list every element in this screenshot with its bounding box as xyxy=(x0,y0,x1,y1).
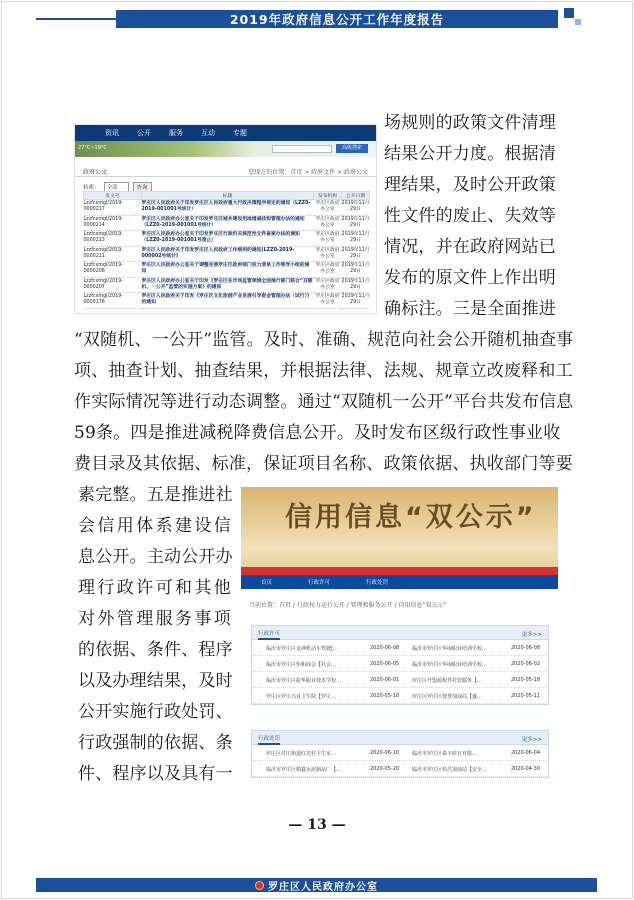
entry-date: 2020-06-10 xyxy=(370,750,400,756)
cell-no: Lzzfcxmgl/2019-0000214 xyxy=(84,215,142,231)
list-item xyxy=(252,761,548,777)
cell-title[interactable]: 罗庄区人民政府办公室关于调整完善罗庄区政府部门权力清单工作领导小组的通知 xyxy=(142,262,314,278)
cell-no: Lzzfcxmgl/2019-0000176 xyxy=(84,293,142,309)
nav-item[interactable]: 互动 xyxy=(201,129,215,137)
entry-title[interactable]: 罗庄区付庄街道红光村卫生室… xyxy=(266,751,337,757)
text-line: 理行政许可和其他 xyxy=(78,578,231,598)
entry-title[interactable]: 罗庄区罗庄区智慧加油局【盛… xyxy=(412,694,483,700)
breadcrumb: 您现在的位置：首页 > 政府文件 > 政府公文 xyxy=(248,169,368,176)
cell-date: 2019年11月29日 xyxy=(342,215,370,231)
credit-banner xyxy=(241,487,558,567)
section-tabbar xyxy=(75,165,376,177)
table-row[interactable] xyxy=(84,277,370,293)
text-line: 费目录及其依据、标准，保证项目名称、政策依据、执收部门等要 xyxy=(74,454,573,474)
emblem-icon xyxy=(255,881,264,890)
list-item xyxy=(252,640,548,656)
penalty-box xyxy=(251,730,549,778)
list-item xyxy=(252,745,548,761)
cell-title[interactable]: 罗庄区人民政府关于印发《罗庄区文化旅游产业发展引导资金管理办法（试行）》的通知 xyxy=(142,293,314,309)
nav-item-license[interactable]: 行政许可 xyxy=(308,580,331,586)
footer-org: 罗庄区人民政府办公室 xyxy=(268,881,378,893)
text-line: 结果公开力度。根据清 xyxy=(384,144,556,164)
text-line: “双随机、一公开”监管。及时、准确、规范向社会公开随机抽查事 xyxy=(74,330,574,350)
nav-item-home[interactable]: 首页 xyxy=(261,580,273,586)
text-left-column xyxy=(78,480,231,790)
footer-band xyxy=(36,878,597,892)
col-header: 发布机构 xyxy=(314,192,342,200)
text-line: 的依据、条件、程序 xyxy=(78,640,233,660)
entry-date: 2020-06-05 xyxy=(370,661,400,667)
list-item xyxy=(252,656,548,672)
document-table xyxy=(83,191,370,309)
cell-title[interactable]: 罗庄区人民政府关于印发罗庄区人民政府重大行政决策程序规定的通知（LZZ0-2019-001001号统计） xyxy=(142,200,314,216)
tab-government-documents[interactable]: 政府公文 xyxy=(83,169,108,176)
nav-item[interactable]: 专题 xyxy=(233,129,247,137)
license-box-label: 行政许可 xyxy=(258,629,280,640)
advanced-search-button[interactable]: 高级搜索 xyxy=(336,144,368,153)
text-line: 公开实施行政处罚、 xyxy=(78,702,233,722)
query-button[interactable]: 查询 xyxy=(133,182,152,192)
text-line: 素完整。五是推进社 xyxy=(78,485,233,505)
entry-date: 2020-05-18 xyxy=(510,677,540,683)
table-row[interactable] xyxy=(84,293,370,309)
table-row[interactable] xyxy=(84,215,370,231)
cell-org: 罗庄区政府办公室 xyxy=(314,200,342,216)
cell-date: 2019年11月29日 xyxy=(342,293,370,309)
entry-date: 2020-06-08 xyxy=(370,645,400,651)
col-header: 公开日期 xyxy=(342,192,370,200)
text-line: 行政强制的依据、条 xyxy=(78,733,233,753)
entry-date: 2020-06-08 xyxy=(510,645,540,651)
cell-date: 2019年11月29日 xyxy=(342,246,370,262)
text-line: 理结果，及时公开政策 xyxy=(384,175,556,195)
entry-date: 2020-06-01 xyxy=(370,677,400,683)
list-item xyxy=(252,672,548,688)
nav-item-penalty[interactable]: 行政处罚 xyxy=(366,580,389,586)
search-input[interactable] xyxy=(272,145,332,153)
text-full-width xyxy=(74,325,574,480)
entry-title[interactable]: 罗庄区罗庄兴业卫生院【罗庄… xyxy=(266,694,337,700)
site-banner xyxy=(75,141,376,157)
nav-item[interactable]: 资讯 xyxy=(105,129,119,137)
cell-no: Lzzfcxmgl/2019-0000211 xyxy=(84,246,142,262)
cell-org: 罗庄区政府办公室 xyxy=(314,231,342,247)
text-line: 59条。四是推进减税降费信息公开。及时发布区级行政性事业收 xyxy=(74,423,561,443)
cell-date: 2019年11月29日 xyxy=(342,200,370,216)
col-header: 发文号 xyxy=(84,192,142,200)
cell-no: Lzzfcxmgl/2019-0000208 xyxy=(84,262,142,278)
table-row[interactable] xyxy=(84,200,370,216)
penalty-box-label: 行政处罚 xyxy=(258,734,280,745)
cell-date: 2019年11月29日 xyxy=(342,277,370,293)
header-square-icon xyxy=(564,8,574,18)
cell-org: 罗庄区政府办公室 xyxy=(314,262,342,278)
breadcrumb: 当前位置：首页 / 行政权力运行公开 / 管理和服务公开 / 信用信息“双公示” xyxy=(249,602,447,609)
cell-org: 罗庄区政府办公室 xyxy=(314,215,342,231)
entry-date: 2020-06-02 xyxy=(510,661,540,667)
text-line: 息公开。主动公开办 xyxy=(78,547,233,567)
entry-date: 2020-05-18 xyxy=(370,693,400,699)
text-line: 会信用体系建设信 xyxy=(78,516,231,536)
entry-date: 2020-05-20 xyxy=(370,766,400,772)
table-row[interactable] xyxy=(84,246,370,262)
entry-title[interactable]: 临沂市罗庄区金洲机动车驾驶[… xyxy=(266,646,338,652)
text-right-column xyxy=(384,108,556,325)
entry-title[interactable]: 临沂市罗庄区振华职业技术学校… xyxy=(266,678,342,684)
col-header: 标题 xyxy=(142,192,314,200)
filter-select[interactable]: 全部 xyxy=(104,182,129,192)
cell-no: Lzzfcxmgl/2019-0000213 xyxy=(84,231,142,247)
entry-title[interactable]: 临沂市罗庄区泰丰砖瓦有限… xyxy=(412,751,478,757)
cell-org: 罗庄区政府办公室 xyxy=(314,293,342,309)
credit-disclosure-screenshot xyxy=(241,487,558,784)
license-box xyxy=(251,625,549,705)
cell-title[interactable]: 罗庄区人民政府办公室关于印发罗庄区城乡建设用地增减挂钩管理办法的通知（LZZ0-2019-001001号统计） xyxy=(142,215,314,231)
text-line: 以及办理结果，及时 xyxy=(78,671,233,691)
nav-item[interactable]: 公开 xyxy=(137,129,151,137)
report-title: 2019年政府信息公开工作年度报告 xyxy=(116,10,558,28)
entry-title[interactable]: 罗庄区开盟源校外托管服务【… xyxy=(412,678,483,684)
cell-no: Lzzfcxmgl/2019-0000217 xyxy=(84,200,142,216)
entry-title[interactable]: 临沂市罗庄区华南职业培训学校… xyxy=(412,662,488,668)
cell-title[interactable]: 罗庄区人民政府办公室关于印发《罗庄区在市场监管领域全面推行部门联合“双随机、一公开”监管的实施方案》的通知 xyxy=(142,277,314,293)
table-row[interactable] xyxy=(84,262,370,278)
text-line: 项、抽查计划、抽查结果，并根据法律、法规、规章立改废释和工 xyxy=(74,361,573,381)
entry-title[interactable]: 临沂市罗庄区恒昌加油站【安全… xyxy=(412,767,488,773)
cell-no: Lzzfcxmgl/2019-0000207 xyxy=(84,277,142,293)
header-small-square-icon xyxy=(575,19,581,25)
document-list-screenshot xyxy=(74,124,377,314)
penalty-box-header xyxy=(252,731,548,745)
cell-org: 罗庄区政府办公室 xyxy=(314,277,342,293)
text-line: 对外管理服务事项 xyxy=(78,609,231,629)
text-line: 情况，并在政府网站已 xyxy=(384,237,556,257)
entry-title[interactable]: 临沂市罗庄区精鑫水泥制品厂【… xyxy=(266,767,342,773)
text-line: 性文件的废止、失效等 xyxy=(384,206,556,226)
cell-date: 2019年11月29日 xyxy=(342,231,370,247)
filter-label: 检索： xyxy=(83,185,100,191)
credit-nav xyxy=(241,575,558,589)
page-number: — 13 — xyxy=(288,817,346,833)
cell-org: 罗庄区政府办公室 xyxy=(314,246,342,262)
cell-date: 2019年11月29日 xyxy=(342,262,370,278)
entry-title[interactable]: 临沂市罗庄区华南职业培训学校… xyxy=(412,646,488,652)
entry-date: 2020-05-11 xyxy=(510,693,540,699)
nav-item[interactable]: 服务 xyxy=(169,129,183,137)
entry-date: 2020-04-30 xyxy=(510,766,540,772)
entry-date: 2020-06-04 xyxy=(510,750,540,756)
site-nav xyxy=(75,125,376,141)
cell-title[interactable]: 罗庄区人民政府办公室关于印发罗庄区行政机关规范性文件备案办法的通知（LZZ0-2019-001001号废止） xyxy=(142,231,314,247)
cell-title[interactable]: 罗庄区人民政府关于印发罗庄区人民政府工作规则的通知(LZZ0-2019-000002号统计) xyxy=(142,246,314,262)
text-line: 确标注。三是全面推进 xyxy=(384,299,556,319)
penalty-more-link[interactable]: 更多>> xyxy=(521,737,542,743)
list-item xyxy=(252,688,548,704)
text-line: 件、程序以及具有一 xyxy=(78,764,233,784)
entry-title[interactable]: 临沂市罗庄区恒和商会【社会… xyxy=(266,662,337,668)
table-row[interactable] xyxy=(84,231,370,247)
text-line: 发布的原文件上作出明 xyxy=(384,268,556,288)
license-more-link[interactable]: 更多>> xyxy=(521,632,542,638)
weather-text: 27°C~19°C xyxy=(78,145,107,151)
license-box-header xyxy=(252,626,548,640)
text-line: 作实际情况等进行动态调整。通过“双随机一公开”平台共发布信息 xyxy=(74,392,574,412)
credit-banner-title: 信用信息“双公示” xyxy=(285,502,537,533)
text-line: 场规则的政策文件清理 xyxy=(384,113,556,133)
